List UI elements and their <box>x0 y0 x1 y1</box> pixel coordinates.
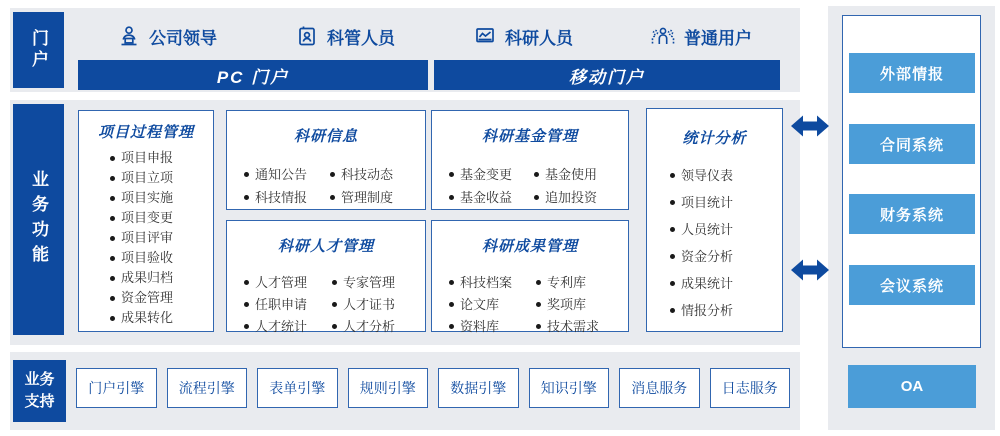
list-item: 技术需求 <box>535 316 622 337</box>
leader-icon <box>117 24 141 48</box>
support-label-line1: 业务 <box>24 371 55 389</box>
list-item: 项目申报 <box>109 148 213 168</box>
portal-section-label: 门户 <box>13 12 64 88</box>
list-item: 任职申请 <box>243 294 331 315</box>
list-item: 情报分析 <box>669 297 782 324</box>
user-type-label: 科研人员 <box>505 28 573 48</box>
box-item-list <box>243 164 415 208</box>
list-item: 基金使用 <box>533 164 618 185</box>
box-title: 科研成果管理 <box>481 238 578 255</box>
user-type-researcher <box>434 16 612 56</box>
box-statistical-analysis <box>646 108 783 332</box>
user-type-company-leader <box>78 16 256 56</box>
box-title: 项目过程管理 <box>97 124 194 141</box>
list-item: 人员统计 <box>669 216 782 243</box>
list-item: 追加投资 <box>533 187 618 208</box>
list-item: 人才证书 <box>331 294 419 315</box>
box-item-list <box>109 148 213 328</box>
list-item: 科技档案 <box>448 272 535 293</box>
user-types-row <box>78 16 790 56</box>
list-item: 科技情报 <box>243 187 329 208</box>
list-item: 管理制度 <box>329 187 415 208</box>
list-item: 项目统计 <box>669 189 782 216</box>
user-type-management-staff <box>256 16 434 56</box>
pc-portal-bar: PC 门户 <box>78 60 428 90</box>
box-research-information <box>226 110 426 210</box>
monitor-chart-icon <box>473 24 497 48</box>
system-meeting: 会议系统 <box>849 265 975 305</box>
list-item: 专家管理 <box>331 272 419 293</box>
box-project-process-management <box>78 110 214 332</box>
list-item: 人才统计 <box>243 316 331 337</box>
business-functions-section <box>10 100 800 345</box>
engine-form: 表单引擎 <box>257 368 338 408</box>
list-item: 基金变更 <box>448 164 533 185</box>
list-item: 项目实施 <box>109 188 213 208</box>
list-item: 论文库 <box>448 294 535 315</box>
double-arrow-icon <box>791 112 829 140</box>
box-title: 科研信息 <box>293 128 358 145</box>
business-support-label <box>13 360 66 422</box>
user-type-ordinary-user <box>612 16 790 56</box>
list-item: 成果转化 <box>109 308 213 328</box>
list-item: 项目评审 <box>109 228 213 248</box>
box-research-achievement-management <box>431 220 629 332</box>
external-systems-section <box>828 6 995 430</box>
business-support-section <box>10 352 800 430</box>
box-title: 科研基金管理 <box>481 128 578 145</box>
list-item: 资料库 <box>448 316 535 337</box>
list-item: 领导仪表 <box>669 162 782 189</box>
engine-data: 数据引擎 <box>438 368 519 408</box>
engine-portal: 门户引擎 <box>76 368 157 408</box>
user-type-label: 科管人员 <box>327 28 395 48</box>
engine-rule: 规则引擎 <box>348 368 429 408</box>
double-arrow-icon <box>791 256 829 284</box>
engine-workflow: 流程引擎 <box>167 368 248 408</box>
business-functions-label: 业务功能 <box>13 104 64 335</box>
box-title: 统计分析 <box>682 130 747 147</box>
box-item-list <box>669 162 782 324</box>
box-item-list <box>243 272 419 337</box>
mobile-portal-bar: 移动门户 <box>434 60 780 90</box>
service-log: 日志服务 <box>710 368 791 408</box>
support-label-line2: 支持 <box>24 393 55 410</box>
list-item: 成果归档 <box>109 268 213 288</box>
user-group-icon <box>650 24 676 48</box>
system-external-intelligence: 外部情报 <box>849 53 975 93</box>
system-oa: OA <box>848 365 976 408</box>
box-research-talent-management <box>226 220 426 332</box>
list-item: 项目验收 <box>109 248 213 268</box>
list-item: 专利库 <box>535 272 622 293</box>
box-item-list <box>448 272 622 337</box>
list-item: 科技动态 <box>329 164 415 185</box>
list-item: 资金分析 <box>669 243 782 270</box>
list-item: 人才分析 <box>331 316 419 337</box>
service-message: 消息服务 <box>619 368 700 408</box>
external-systems-box <box>842 15 981 348</box>
box-research-fund-management <box>431 110 629 210</box>
system-finance: 财务系统 <box>849 194 975 234</box>
list-item: 成果统计 <box>669 270 782 297</box>
user-type-label: 普通用户 <box>684 28 752 48</box>
portal-section <box>10 8 800 92</box>
user-type-label: 公司领导 <box>149 28 217 48</box>
box-title: 科研人才管理 <box>277 238 374 255</box>
list-item: 通知公告 <box>243 164 329 185</box>
id-badge-icon <box>295 24 319 48</box>
list-item: 基金收益 <box>448 187 533 208</box>
engine-knowledge: 知识引擎 <box>529 368 610 408</box>
list-item: 人才管理 <box>243 272 331 293</box>
engines-row <box>76 368 790 408</box>
list-item: 奖项库 <box>535 294 622 315</box>
box-item-list <box>448 164 618 208</box>
list-item: 项目变更 <box>109 208 213 228</box>
list-item: 资金管理 <box>109 288 213 308</box>
system-contract: 合同系统 <box>849 124 975 164</box>
list-item: 项目立项 <box>109 168 213 188</box>
